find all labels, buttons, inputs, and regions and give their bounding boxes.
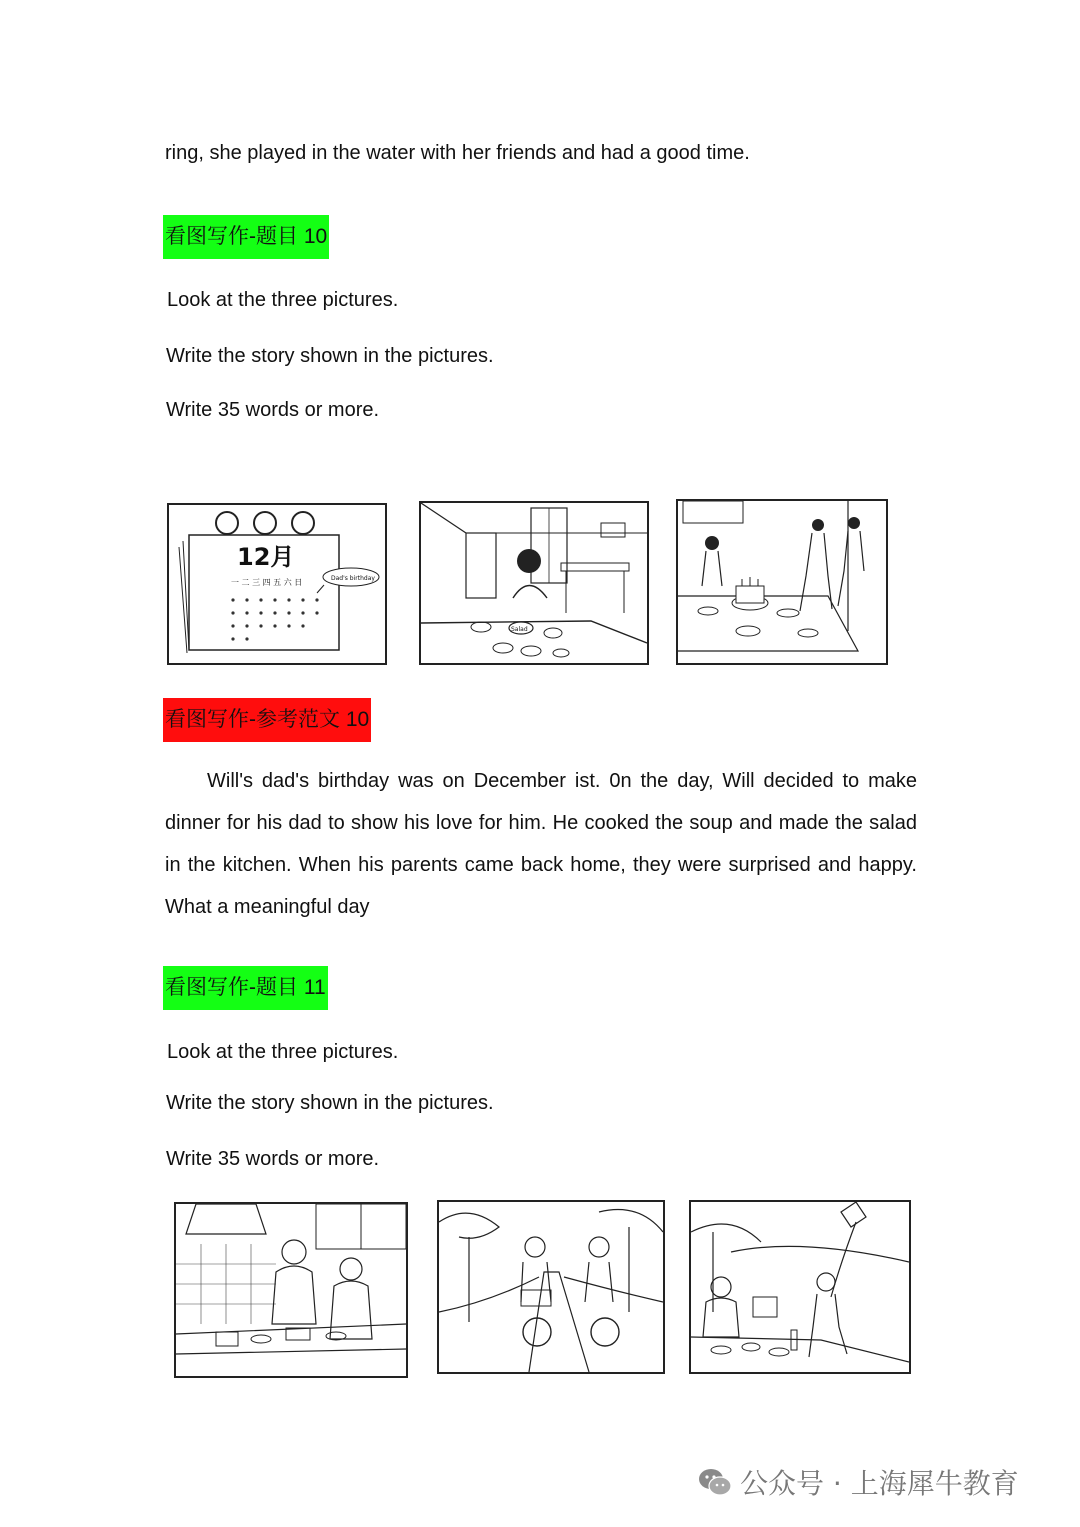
picture-10-kitchen (419, 501, 649, 665)
picture-11-cooking (174, 1202, 408, 1378)
picture-11-picnic (689, 1200, 911, 1374)
instruction-10-2: Write the story shown in the pictures. (166, 345, 494, 367)
picture-10-party (676, 499, 888, 665)
task-heading-11: 看图写作-题目 11 (163, 966, 328, 1010)
watermark (698, 1462, 1019, 1502)
picture-10-calendar (167, 503, 387, 665)
picture-11-cycling (437, 1200, 665, 1374)
instruction-10-3: Write 35 words or more. (166, 399, 380, 421)
instruction-11-1: Look at the three pictures. (167, 1041, 399, 1063)
calendar-month: 12月 (237, 543, 295, 571)
wechat-icon (698, 1467, 732, 1497)
bowl-label: Salad (511, 626, 528, 633)
calendar-weekdays: 一 二 三 四 五 六 日 (231, 578, 303, 587)
instruction-10-1: Look at the three pictures. (167, 289, 399, 311)
previous-story-tail: ring, she played in the water with her friends and had a good time. (165, 142, 750, 164)
task-heading-10: 看图写作-题目 10 (163, 215, 329, 259)
sample-essay-10: Will's dad's birthday was on December ist. 0n the day, Will decided to make dinner for his dad to show his love for him. He cooked the soup and made the salad in the kitchen. When his parents came back home, they were surprised and happy. What a meaningful day (165, 770, 917, 918)
instruction-11-3: Write 35 words or more. (166, 1148, 380, 1170)
instruction-11-2: Write the story shown in the pictures. (166, 1092, 494, 1114)
watermark-text: 公众号 · 上海犀牛教育 (740, 1467, 1019, 1500)
calendar-note: Dad's birthday (331, 575, 375, 582)
sample-heading-10: 看图写作-参考范文 10 (163, 698, 371, 742)
